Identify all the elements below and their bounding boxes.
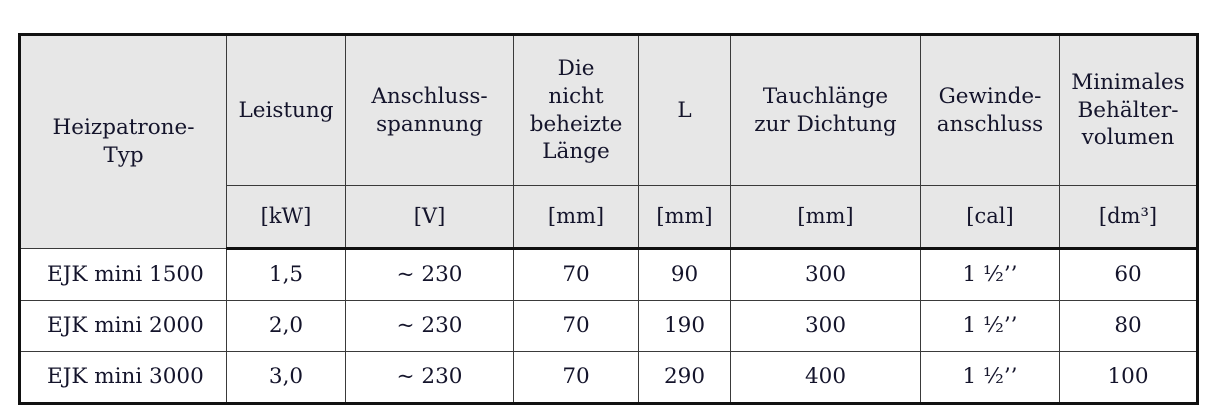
spec-table-container bbox=[18, 33, 1196, 405]
cell-type: EJK mini 3000 bbox=[20, 352, 227, 404]
unit-cell-thread: [cal] bbox=[921, 186, 1060, 249]
header-type-line1: Heizpatrone- bbox=[52, 115, 195, 141]
header-unheated-line2: nicht bbox=[548, 83, 604, 109]
cell-thread: 1 ½’’ bbox=[921, 352, 1060, 404]
cell-type: EJK mini 2000 bbox=[20, 301, 227, 352]
cell-min-volume: 100 bbox=[1060, 352, 1198, 404]
cell-type: EJK mini 1500 bbox=[20, 249, 227, 301]
header-cell-power bbox=[227, 35, 346, 186]
header-immersion-line1: Tauchlänge bbox=[762, 83, 889, 109]
cell-thread: 1 ½’’ bbox=[921, 249, 1060, 301]
header-volume-line2: Behälter- bbox=[1077, 97, 1179, 123]
unit-cell-l: [mm] bbox=[639, 186, 731, 249]
header-immersion-line2: zur Dichtung bbox=[754, 111, 897, 137]
header-cell-min-volume bbox=[1060, 35, 1198, 186]
header-thread-line2: anschluss bbox=[936, 111, 1044, 137]
unit-cell-power: [kW] bbox=[227, 186, 346, 249]
cell-l: 190 bbox=[639, 301, 731, 352]
header-unheated-line4: Länge bbox=[542, 139, 610, 165]
unit-cell-min-volume: [dm³] bbox=[1060, 186, 1198, 249]
unit-cell-immersion-length: [mm] bbox=[731, 186, 921, 249]
header-power-line1: Leistung bbox=[238, 97, 334, 123]
header-voltage-line2: spannung bbox=[376, 111, 483, 137]
cell-l: 90 bbox=[639, 249, 731, 301]
header-type-line2: Typ bbox=[103, 143, 144, 168]
table-row bbox=[20, 249, 1198, 301]
cell-voltage: ~ 230 bbox=[346, 352, 514, 404]
cell-unheated-length: 70 bbox=[514, 352, 639, 404]
header-cell-l bbox=[639, 35, 731, 186]
header-cell-immersion-length bbox=[731, 35, 921, 186]
cell-power: 2,0 bbox=[227, 301, 346, 352]
header-cell-voltage bbox=[346, 35, 514, 186]
header-cell-thread bbox=[921, 35, 1060, 186]
cell-voltage: ~ 230 bbox=[346, 301, 514, 352]
header-volume-line3: volumen bbox=[1081, 125, 1175, 151]
cell-immersion-length: 300 bbox=[731, 249, 921, 301]
table-row bbox=[20, 301, 1198, 352]
header-unheated-line3: beheizte bbox=[529, 111, 623, 137]
header-voltage-line1: Anschluss- bbox=[371, 83, 488, 109]
heating-cartridge-spec-table bbox=[18, 33, 1199, 405]
cell-thread: 1 ½’’ bbox=[921, 301, 1060, 352]
cell-l: 290 bbox=[639, 352, 731, 404]
cell-immersion-length: 300 bbox=[731, 301, 921, 352]
cell-power: 3,0 bbox=[227, 352, 346, 404]
cell-min-volume: 80 bbox=[1060, 301, 1198, 352]
header-thread-line1: Gewinde- bbox=[938, 83, 1042, 109]
header-cell-unheated-length bbox=[514, 35, 639, 186]
cell-immersion-length: 400 bbox=[731, 352, 921, 404]
header-cell-type bbox=[20, 35, 227, 249]
cell-power: 1,5 bbox=[227, 249, 346, 301]
header-unheated-line1: Die bbox=[557, 56, 595, 82]
table-header-row-titles bbox=[20, 35, 1198, 186]
unit-cell-unheated-length: [mm] bbox=[514, 186, 639, 249]
header-l-line1: L bbox=[677, 97, 692, 123]
cell-min-volume: 60 bbox=[1060, 249, 1198, 301]
cell-unheated-length: 70 bbox=[514, 301, 639, 352]
cell-voltage: ~ 230 bbox=[346, 249, 514, 301]
table-row bbox=[20, 352, 1198, 404]
unit-cell-voltage: [V] bbox=[346, 186, 514, 249]
cell-unheated-length: 70 bbox=[514, 249, 639, 301]
header-volume-line1: Minimales bbox=[1071, 70, 1185, 96]
